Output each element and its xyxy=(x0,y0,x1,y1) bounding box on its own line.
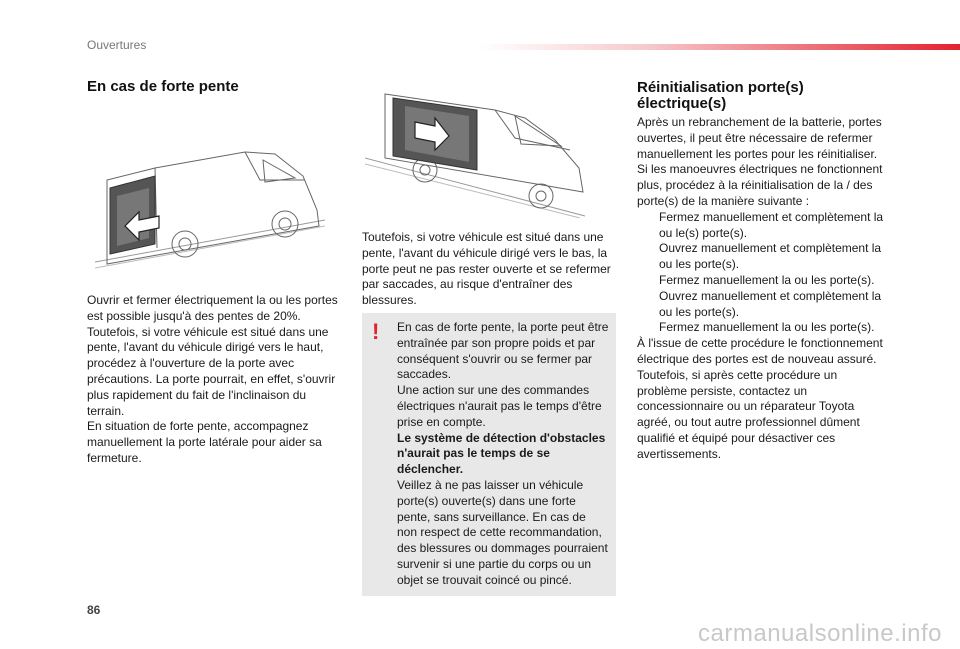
section-title-reset: Réinitialisation porte(s) électrique(s) xyxy=(637,79,804,112)
warning-box xyxy=(362,313,616,596)
header-accent-bar xyxy=(480,44,960,50)
slope-paragraph-1: Ouvrir et fermer électriquement la ou les portes est possible jusqu'à des pentes de 20%. xyxy=(87,293,338,323)
van-downhill-illustration xyxy=(365,88,595,218)
page-number: 86 xyxy=(87,603,101,617)
list-item: Ouvrez manuellement et complètement la ou les porte(s). xyxy=(659,288,882,319)
list-item: Fermez manuellement et complètement la ou le(s) porte(s). xyxy=(659,209,884,240)
list-item: Fermez manuellement la ou les porte(s). xyxy=(659,320,875,335)
reset-steps-list xyxy=(637,210,889,336)
downhill-paragraph: Toutefois, si votre véhicule est situé dans une pente, l'avant du véhicule dirigé vers le bas, la porte peut ne pas rester ouverte et se refermer par saccades, au risque d'entraîner des blessures. xyxy=(362,230,611,308)
list-item: Ouvrez manuellement et complètement la ou les porte(s). xyxy=(659,241,882,272)
watermark: carmanualsonline.info xyxy=(698,620,942,647)
reset-outro-1: À l'issue de cette procédure le fonctionnement électrique des portes est de nouveau assuré. xyxy=(637,336,883,366)
warning-paragraph-3: Veillez à ne pas laisser un véhicule porte(s) ouverte(s) dans une forte pente, sans surveillance. En cas de non respect de cette recommandation, des blessures ou dommages pourraient survenir si une partie du corps ou un objet se trouvait coincé ou pincé. xyxy=(397,477,608,587)
reset-outro-2: Toutefois, si après cette procédure un problème persiste, contactez un concessionnaire ou un réparateur Toyota agréé, ou tout autre professionnel dûment qualifié et équipé pour désactiver ces avertissements. xyxy=(637,367,860,461)
reset-body-text xyxy=(637,115,889,463)
slope-paragraph-2: Toutefois, si votre véhicule est situé dans une pente, l'avant du véhicule dirigé vers le haut, procédez à l'ouverture de la porte avec précautions. La porte pourrait, en effet, s'ouvrir plus rapidement du fait de l'inclinaison du terrain. xyxy=(87,324,336,418)
warning-text xyxy=(397,320,609,589)
slope-paragraph-3: En situation de forte pente, accompagnez manuellement la porte latérale pour aider sa fermeture. xyxy=(87,419,322,465)
section-title-slope: En cas de forte pente xyxy=(87,78,239,95)
list-item: Fermez manuellement la ou les porte(s). xyxy=(659,272,875,287)
warning-paragraph-1: En cas de forte pente, la porte peut être entraînée par son propre poids et par conséquent s'ouvrir ou se fermer par saccades. xyxy=(397,320,609,382)
van-uphill-illustration xyxy=(95,140,325,270)
slope-body-text xyxy=(87,293,345,467)
section-label: Ouvertures xyxy=(87,38,147,52)
warning-strong-paragraph: Le système de détection d'obstacles n'aurait pas le temps de se déclencher. xyxy=(397,430,606,477)
warning-icon: ! xyxy=(372,319,380,344)
warning-paragraph-2: Une action sur une des commandes électriques n'aurait pas le temps d'être prise en compte. xyxy=(397,383,602,429)
reset-intro: Après un rebranchement de la batterie, portes ouvertes, il peut être nécessaire de refermer manuellement les portes pour les réinitialiser. Si les manoeuvres électriques ne fonctionnent plus, procédez à la réinitialisation de la / des porte(s) de la manière suivante : xyxy=(637,115,883,208)
